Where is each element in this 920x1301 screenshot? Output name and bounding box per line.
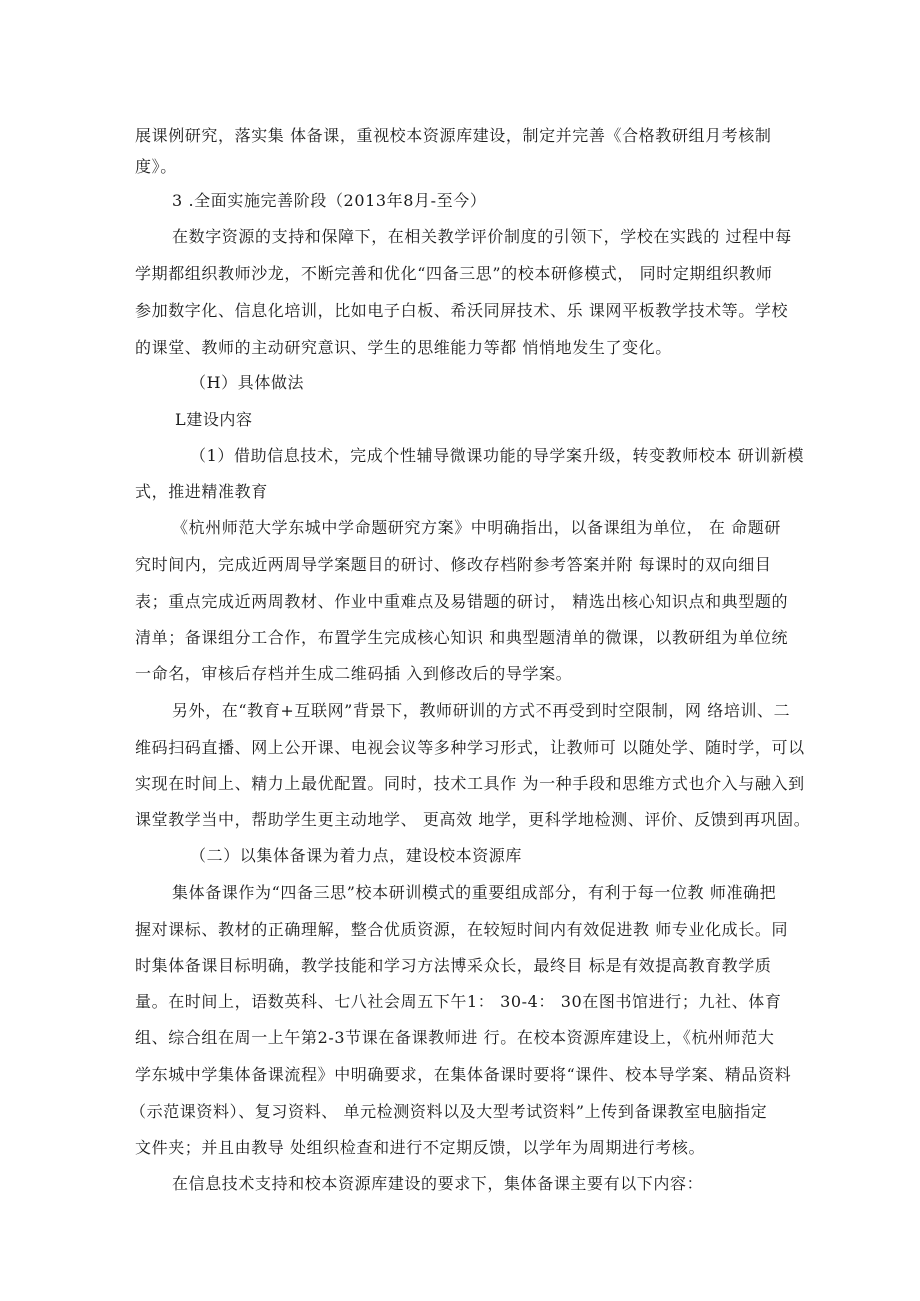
text-line: 维码扫码直播、网上公开课、电视会议等多种学习形式，让教师可 以随处学、随时学，可以 <box>135 738 805 757</box>
section-heading: L建设内容 <box>175 410 253 429</box>
section-heading: 3 .全面实施完善阶段（2013年8月-至今） <box>172 191 487 210</box>
text-line: 量。在时间上，语数英科、七八社会周五下午1： 30-4： 30在图书馆进行；九社、体育 <box>135 992 782 1011</box>
text-line: 在信息技术支持和校本资源库建设的要求下，集体备课主要有以下内容： <box>172 1174 704 1193</box>
text-line: （示范课资料）、复习资料、 单元检测资料以及大型考试资料”上传到备课教室电脑指定 <box>130 1102 768 1121</box>
text-line: 度》。 <box>135 157 177 176</box>
text-line: 在数字资源的支持和保障下，在相关教学评价制度的引领下，学校在实践的 过程中每 <box>172 227 792 246</box>
text-line: 时集体备课目标明确，教学技能和学习方法博采众长，最终目 标是有效提高教育教学质 <box>135 956 772 975</box>
text-line: 握对课标、教材的正确理解，整合优质资源，在较短时间内有效促进教 师专业化成长。同 <box>135 920 789 939</box>
text-line: 参加数字化、信息化培训，比如电子白板、希沃同屏技术、乐 课网平板教学技术等。学校 <box>135 301 789 320</box>
text-line: 另外，在“教育+互联网”背景下，教师研训的方式不再受到时空限制，网 络培训、二 <box>172 701 791 720</box>
section-heading: （H）具体做法 <box>190 373 305 392</box>
text-line: 学期都组织教师沙龙，不断完善和优化“四备三思”的校本研修模式， 同时定期组织教师 <box>135 264 773 283</box>
text-line: 展课例研究，落实集 体备课，重视校本资源库建设，制定并完善《合格教研组月考核制 <box>135 126 772 145</box>
text-line: 式，推进精准教育 <box>135 482 268 501</box>
text-line: 《杭州师范大学东城中学命题研究方案》中明确指出，以备课组为单位， 在 命题研 <box>172 518 781 537</box>
text-line: （1）借助信息技术，完成个性辅导微课功能的导学案升级，转变教师校本 研训新模 <box>190 446 805 465</box>
text-line: 学东城中学集体备课流程》中明确要求，在集体备课时要将“课件、校本导学案、精品资料 <box>135 1065 792 1084</box>
text-line: 清单；备课组分工合作，布置学生完成核心知识 和典型题清单的微课，以教研组为单位统 <box>135 628 789 647</box>
text-line: 集体备课作为“四备三思”校本研训模式的重要组成部分，有利于每一位教 师准确把 <box>172 883 777 902</box>
text-line: 一命名，审核后存档并生成二维码插 入到修改后的导学案。 <box>135 664 573 683</box>
text-line: 实现在时间上、精力上最优配置。同时，技术工具作 为一种手段和思维方式也介入与融入到 <box>135 774 805 793</box>
section-heading: （二）以集体备课为着力点，建设校本资源库 <box>190 846 523 865</box>
text-line: 表；重点完成近两周教材、作业中重难点及易错题的研讨， 精选出核心知识点和典型题的 <box>135 592 789 611</box>
text-line: 文件夹；并且由教导 处组织检查和进行不定期反馈，以学年为周期进行考核。 <box>135 1138 706 1157</box>
text-line: 课堂教学当中，帮助学生更主动地学、 更高效 地学，更科学地检测、评价、反馈到再巩固。 <box>135 810 811 829</box>
text-line: 的课堂、教师的主动研究意识、学生的思维能力等都 悄悄地发生了变化。 <box>135 338 672 357</box>
text-line: 组、综合组在周一上午第2-3节课在备课教师进 行。在校本资源库建设上，《杭州师范大 <box>135 1028 775 1047</box>
text-line: 究时间内，完成近两周导学案题目的研讨、修改存档附参考答案并附 每课时的双向细目 <box>135 555 772 574</box>
